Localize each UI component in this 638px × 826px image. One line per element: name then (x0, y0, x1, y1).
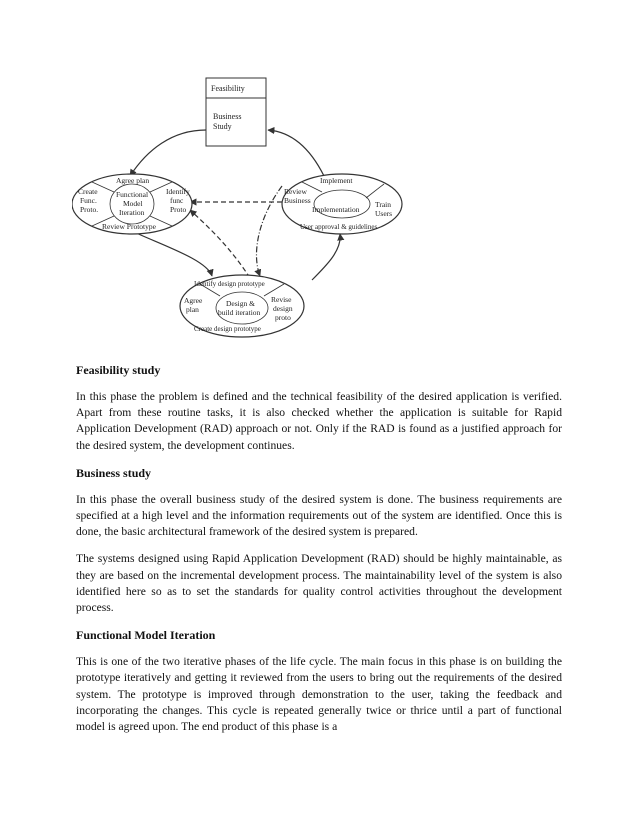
functional-cycle (72, 174, 192, 234)
functional-left-1: Create (78, 187, 98, 196)
feasibility-paragraph: In this phase the problem is defined and the technical feasibility of the desired application is verified. Apart from these routine tasks, it is also checked whether the application is suitable for Rapid Application Development (RAD) approach or not. Only if the RAD is found as a justified approach for the desired system, the development continues. (76, 390, 562, 452)
functional-left-3: Proto. (80, 205, 99, 214)
functional-top-label: Agree plan (116, 176, 150, 185)
design-to-implement-arrow (312, 234, 340, 280)
design-right-1: Revise (271, 295, 292, 304)
functional-to-design-arrow (134, 232, 212, 276)
implement-left-1: Review (284, 187, 307, 196)
design-center-2: build iteration (218, 308, 261, 317)
design-right-2: design (273, 304, 293, 313)
functional-right-2: func (170, 196, 184, 205)
implement-top-label: Implement (320, 176, 353, 185)
design-cycle (180, 275, 304, 337)
implement-center-label: Implementation (312, 205, 360, 214)
design-left-1: Agree (184, 296, 203, 305)
functional-right-1: Identify (166, 187, 190, 196)
business-heading: Business study (76, 465, 152, 480)
box-to-functional-arrow (130, 130, 206, 176)
implement-to-box-arrow (268, 130, 324, 176)
design-to-functional-dashed-arrow (190, 210, 250, 278)
design-bottom-label: Create design prototype (194, 325, 261, 333)
business-label-2: Study (213, 122, 232, 131)
functional-heading: Functional Model Iteration (76, 628, 216, 643)
design-center-1: Design & (226, 299, 255, 308)
business-label-1: Business (213, 112, 242, 121)
functional-paragraph: This is one of the two iterative phases of the life cycle. The main focus in this phase is on building the prototype iteratively and getting it reviewed from the users to bring out the requirements of the desired system. The prototype is improved through demonstration to the user, taking the feedback and incorporating the changes. This cycle is repeated generally twice or thrice until a part of functional model is agreed upon. The end product of this phase is a (76, 655, 562, 734)
rad-lifecycle-diagram (72, 70, 412, 370)
implement-right-1: Train (375, 200, 391, 209)
functional-bottom-label: Review Prototype (102, 222, 156, 231)
business-paragraph-1: In this phase the overall business study of the desired system is done. The business requirements are specified at a high level and the information requirements out of the system are identified. Once this is done, the basic architectural framework of the desired system is prepared. (76, 492, 562, 539)
functional-center-3: Iteration (119, 208, 145, 217)
functional-right-3: Proto (170, 205, 187, 214)
design-right-3: proto (275, 313, 291, 322)
feasibility-heading: Feasibility study (76, 363, 161, 377)
business-paragraph-2: The systems designed using Rapid Application Development (RAD) should be highly maintainable, as they are based on the incremental development process. The maintainability level of the system is also identified here so as to set the standards for quality control activities throughout the development process. (76, 552, 562, 615)
implement-to-design-dashed-arrow (256, 186, 282, 276)
implement-bottom-label: User approval & guidelines (300, 223, 378, 231)
design-top-label: Identify design prototype (194, 280, 265, 288)
functional-center-2: Model (123, 199, 143, 208)
functional-center-1: Functional (116, 190, 149, 199)
feasibility-label: Feasibility (211, 84, 245, 93)
functional-left-2: Func. (80, 196, 97, 205)
implement-left-2: Business (284, 196, 311, 205)
implement-cycle (282, 174, 402, 234)
document-body (76, 362, 562, 746)
feasibility-box (206, 78, 266, 146)
design-left-2: plan (186, 305, 199, 314)
implement-right-2: Users (375, 209, 393, 218)
